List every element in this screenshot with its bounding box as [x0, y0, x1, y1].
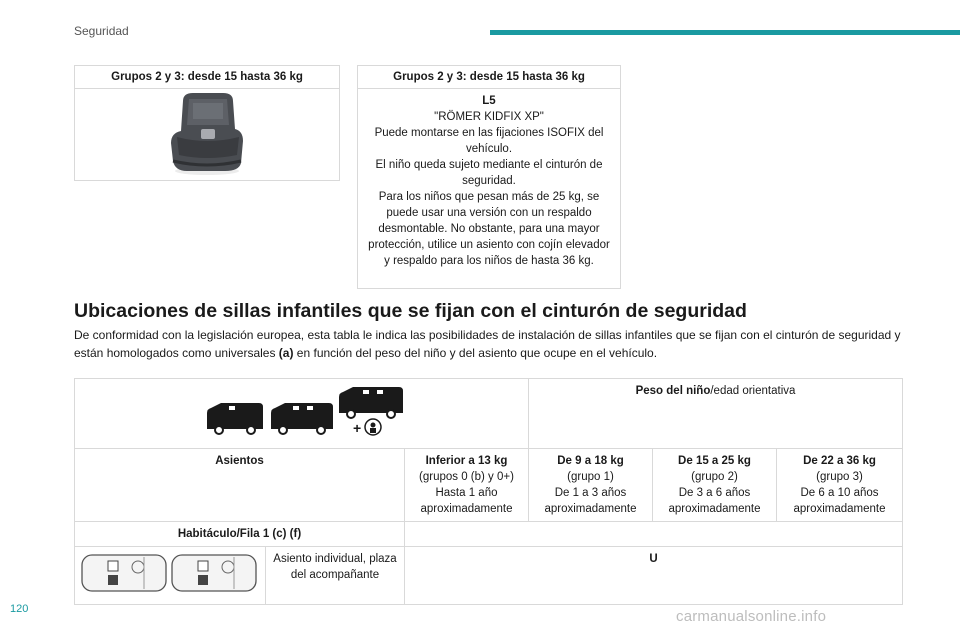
table-columns-row — [75, 449, 903, 522]
weight-col-4 — [777, 449, 903, 522]
belt-note: El niño queda sujeto mediante el cinturón de seguridad. — [375, 159, 603, 187]
weight-header-rest: /edad orientativa — [710, 385, 796, 397]
section-title: Ubicaciones de sillas infantiles que se fijan con el cinturón de seguridad — [74, 300, 747, 322]
child-seat-location-table — [74, 378, 903, 605]
backrest-note: Para los niños que pesan más de 25 kg, se puede usar una versión con un respaldo desmontable. No obstante, para una mayor protección, utilice un asiento con cojín elevador y respaldo para los niños de hasta 36 kg. — [368, 191, 610, 267]
seat-description-box — [357, 65, 621, 289]
seat-model: "RÖMER KIDFIX XP" — [434, 111, 544, 123]
weight-col-1-group: (grupos 0 (b) y 0+) — [419, 471, 514, 483]
page-number: 120 — [10, 603, 29, 615]
weight-col-3-title: De 15 a 25 kg — [678, 455, 751, 467]
table-group-row — [75, 522, 903, 547]
seat-image-box — [74, 65, 340, 181]
table-header-row — [75, 379, 903, 449]
intro-note-ref: (a) — [278, 346, 294, 360]
seat-image-box-heading: Grupos 2 y 3: desde 15 hasta 36 kg — [75, 66, 339, 89]
weight-header-bold: Peso del niño — [635, 385, 711, 397]
weight-header-cell — [529, 379, 903, 449]
weight-col-1-title: Inferior a 13 kg — [425, 455, 508, 467]
vehicle-variants-icon — [197, 383, 407, 439]
weight-col-4-group: (grupo 3) — [816, 471, 863, 483]
booster-seat-image — [75, 89, 339, 179]
seats-column-header: Asientos — [75, 449, 405, 522]
weight-col-3-age: De 3 a 6 años aproximadamente — [668, 487, 761, 515]
weight-col-3 — [653, 449, 777, 522]
weight-col-2-title: De 9 a 18 kg — [557, 455, 624, 467]
isofix-note: Puede montarse en las fijaciones ISOFIX del vehículo. — [374, 127, 604, 155]
intro-text-a: De conformidad con la legislación europea, esta tabla le indica las posibilidades de instalación de sillas infantiles que se fijan con el cinturón de seguridad y están homologados como universales — [74, 328, 901, 360]
seat-diagram-cell — [75, 547, 266, 605]
row-group-empty — [405, 522, 903, 547]
watermark: carmanualsonline.info — [676, 608, 827, 625]
weight-col-3-group: (grupo 2) — [691, 471, 738, 483]
seat-code: L5 — [482, 95, 496, 107]
weight-col-2-group: (grupo 1) — [567, 471, 614, 483]
section-label: Seguridad — [74, 24, 129, 38]
seat-value: U — [405, 547, 903, 605]
seat-position-diagram-icon — [80, 551, 260, 595]
accent-bar — [490, 30, 960, 35]
weight-col-2-age: De 1 a 3 años aproximadamente — [544, 487, 637, 515]
weight-col-4-age: De 6 a 10 años aproximadamente — [793, 487, 886, 515]
table-row — [75, 547, 903, 605]
svg-text:+: + — [352, 420, 361, 436]
row-group-label: Habitáculo/Fila 1 (c) (f) — [75, 522, 405, 547]
seat-description-box-heading: Grupos 2 y 3: desde 15 hasta 36 kg — [358, 66, 620, 89]
weight-col-4-title: De 22 a 36 kg — [803, 455, 876, 467]
section-intro — [74, 326, 904, 362]
intro-text-c: en función del peso del niño y del asiento que ocupe en el vehículo. — [293, 346, 658, 360]
vehicle-icons-cell — [75, 379, 529, 449]
seat-description: Asiento individual, plaza del acompañante — [266, 547, 405, 605]
weight-col-1-age: Hasta 1 año aproximadamente — [420, 487, 513, 515]
seat-description-body — [358, 89, 620, 273]
weight-col-1 — [405, 449, 529, 522]
booster-seat-illustration — [75, 89, 339, 179]
weight-col-2 — [529, 449, 653, 522]
